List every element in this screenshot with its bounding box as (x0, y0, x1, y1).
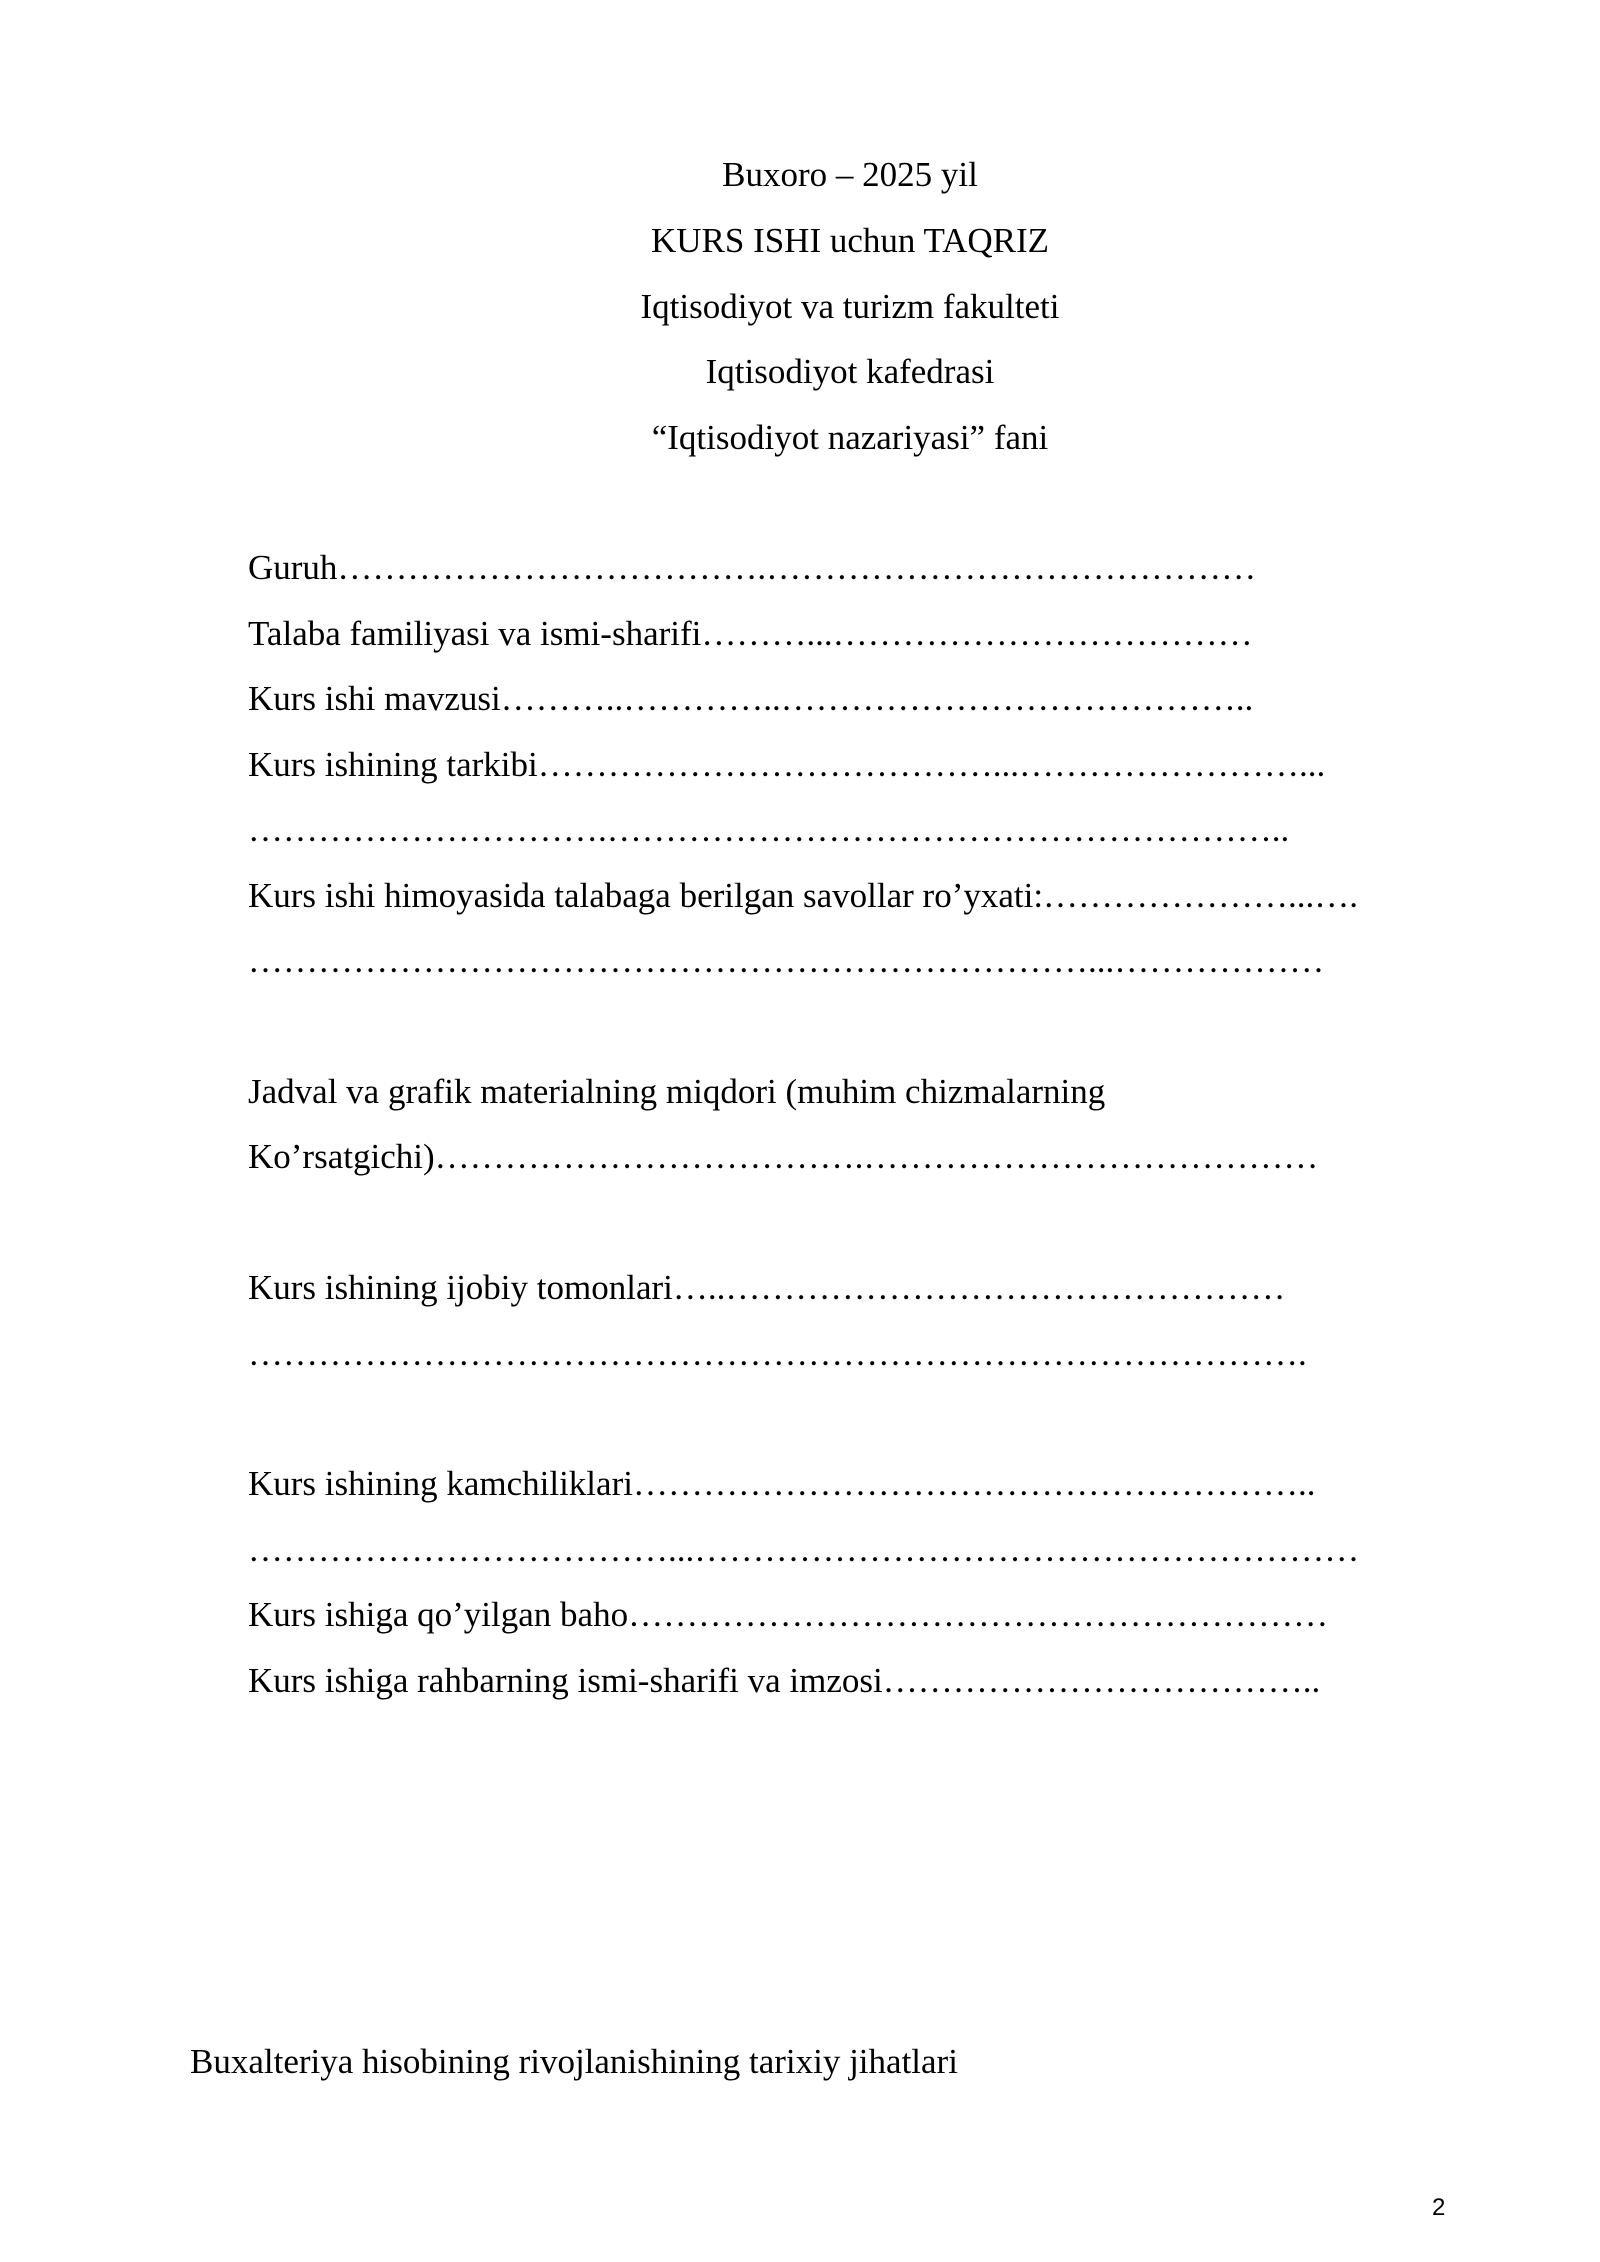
grade-field: Kurs ishiga qo’yilgan baho…………………………………………………… (248, 1595, 1329, 1634)
positives-field-continuation: ………………………………………………………………………………. (248, 1334, 1307, 1373)
topic-field: Kurs ishi mavzusi………..…………..………………………………….. (248, 679, 1254, 718)
tables-field-line2: Ko’rsatgichi)……………………………….………………………………… (248, 1137, 1319, 1176)
student-name-field: Talaba familiyasi va ismi-sharifi………...……………………………… (248, 614, 1253, 653)
page-number: 2 (1432, 2194, 1446, 2221)
positives-field: Kurs ishining ijobiy tomonlari…..………………………………………… (248, 1268, 1286, 1307)
faculty-name: Iqtisodiyot va turizm fakulteti (640, 287, 1060, 326)
group-field: Guruh……………………………….…………………………………… (248, 548, 1257, 587)
shortcomings-field-continuation: ………………………………...………………………………………………… (248, 1530, 1360, 1569)
document-title: KURS ISHI uchun TAQRIZ (650, 221, 1050, 260)
shortcomings-field: Kurs ishining kamchiliklari………………………………………………….. (248, 1464, 1316, 1503)
supervisor-field: Kurs ishiga rahbarning ismi-sharifi va imzosi……………………………….. (248, 1661, 1321, 1700)
structure-field: Kurs ishining tarkibi…………………………………...……………………... (248, 745, 1326, 784)
questions-field-continuation: ………………………………………………………………...……………… (248, 941, 1325, 980)
subject-name: “Iqtisodiyot nazariyasi” fani (651, 418, 1049, 457)
department-name: Iqtisodiyot kafedrasi (705, 352, 995, 391)
city-year: Buxoro – 2025 yil (722, 155, 978, 194)
questions-field: Kurs ishi himoyasida talabaga berilgan savollar ro’yxati:…………………...…. (248, 876, 1359, 915)
structure-field-continuation: ………………………….………………………………………………….. (248, 810, 1290, 849)
footer-title: Buxalteriya hisobining rivojlanishining tarixiy jihatlari (190, 2042, 958, 2081)
tables-field-line1: Jadval va grafik materialning miqdori (muhim chizmalarning (248, 1072, 1106, 1111)
